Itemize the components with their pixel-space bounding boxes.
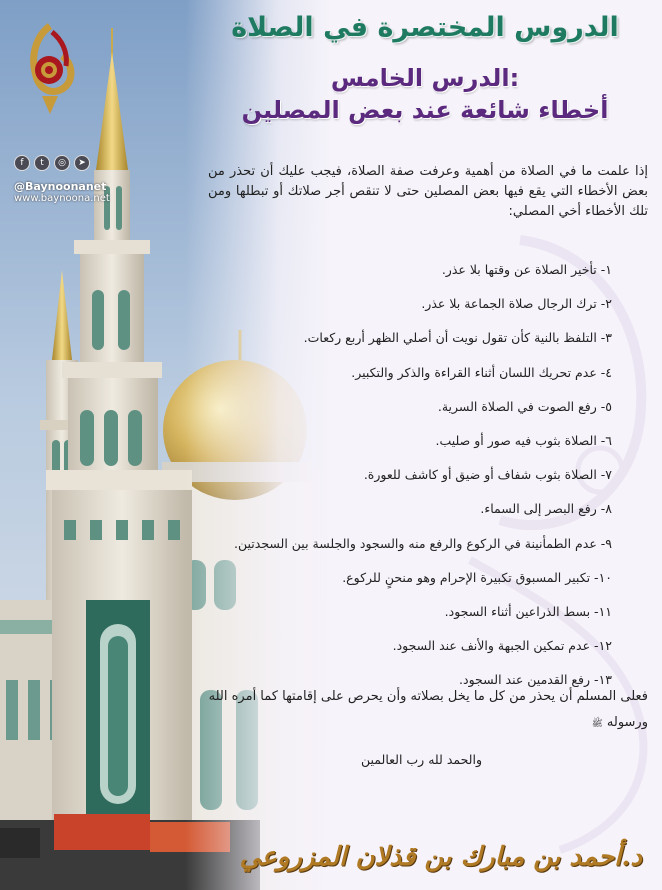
author-signature: د.أحمد بن مبارك بن قذلان المزروعي [239,842,642,872]
website-link[interactable]: www.baynoona.net [14,193,110,204]
pbuh-symbol: ﷺ [591,719,603,729]
social-links [14,155,90,171]
lesson-subtitle: أخطاء شائعة عند بعض المصلين [241,96,609,124]
page-title: الدروس المختصرة في الصلاة [231,12,619,43]
closing-paragraph [208,684,648,737]
telegram-icon[interactable]: ➤ [74,155,90,171]
list-item: ١- تأخير الصلاة عن وقتها بلا عذر. [441,262,612,277]
list-item: ١٢- عدم تمكين الجبهة والأنف عند السجود. [392,638,612,654]
twitter-icon[interactable]: t [34,155,50,171]
instagram-icon[interactable]: ◎ [54,155,70,171]
list-item: ٩- عدم الطمأنينة في الركوع والرفع منه والسجود والجلسة بين السجدتين. [234,535,612,551]
closing-text: فعلى المسلم أن يحذر من كل ما يخل بصلاته وأن يحرص على إقامتها كما أمره الله ورسوله [208,689,648,730]
common-mistakes-list [212,260,612,704]
facebook-icon[interactable]: f [14,155,30,171]
list-item: ٧- الصلاة بثوب شفاف أو ضيق أو كاشف للعورة. [363,467,612,483]
list-item: ٤- عدم تحريك اللسان أثناء القراءة والذكر والتكبير. [351,364,612,380]
closing-praise: والحمد لله رب العالمين [361,752,482,767]
intro-paragraph: إذا علمت ما في الصلاة من أهمية وعرفت صفة الصلاة، فيجب عليك أن تحذر من بعض الأخطاء التي يقع فيها بعض المصلين حتى لا تنقص أجر صلاتك أو تبطلها ومن تلك الأخطاء أخي المصلي: [208,164,648,219]
lesson-label: الدرس الخامس: [330,64,520,92]
list-item: ٢- ترك الرجال صلاة الجماعة بلا عذر. [421,296,612,312]
social-handle[interactable]: @Baynoonanet [14,180,107,193]
list-item: ٥- رفع الصوت في الصلاة السرية. [437,398,612,414]
list-item: ٨- رفع البصر إلى السماء. [480,501,612,517]
list-item: ١٣- رفع القدمين عند السجود. [459,672,612,688]
list-item: ١٠- تكبير المسبوق تكبيرة الإحرام وهو منحنٍ للركوع. [342,569,612,585]
list-item: ٦- الصلاة بثوب فيه صور أو صليب. [435,432,612,448]
baynoona-logo [22,22,78,118]
list-item: ١١- بسط الذراعين أثناء السجود. [444,603,612,619]
list-item: ٣- التلفظ بالنية كأن تقول نويت أن أصلي الظهر أربع ركعات. [303,330,612,346]
